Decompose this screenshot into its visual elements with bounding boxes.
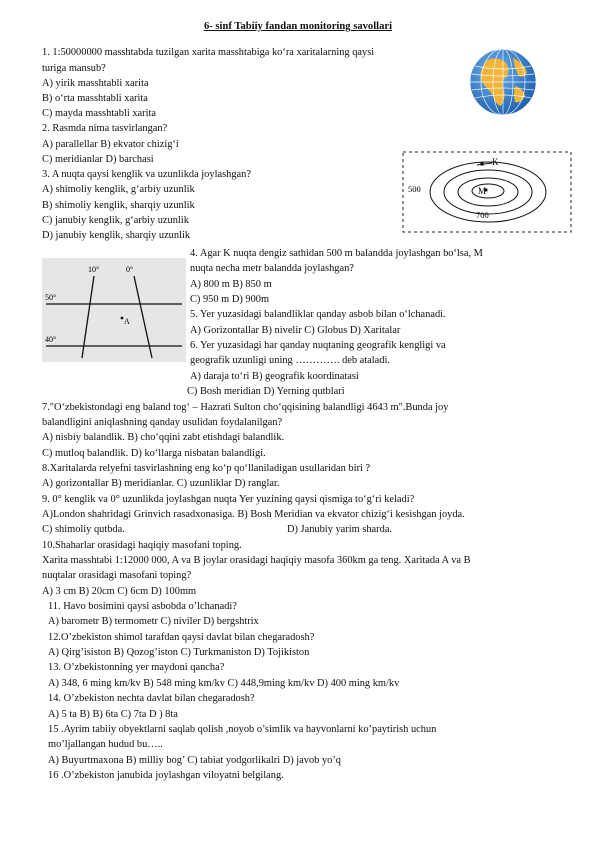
question-line: 2. Rasmda nima tasvirlangan?	[42, 123, 168, 134]
question-line: 15 .Ayrim tabiiy obyektlarni saqlab qolish ,noyob o’simlik va hayvonlarni ko’paytirish uchun	[48, 724, 437, 735]
answer-line: A) shimoliy kenglik, g‘arbiy uzunlik	[42, 184, 195, 195]
answer-line: B) shimoliy kenglik, sharqiy uzunlik	[42, 200, 195, 211]
grid-label-lat2: 40°	[45, 335, 57, 344]
question-line: 4. Agar K nuqta dengiz sathidan 500 m balandda joylashgan bo‘lsa, M	[190, 248, 483, 259]
answer-line: A) 5 ta B) B) 6ta C) 7ta D ) 8ta	[48, 709, 178, 720]
answer-line: D) janubiy kenglik, sharqiy uzunlik	[42, 230, 191, 241]
answer-line: A) 348, 6 ming km/kv B) 548 ming km/kv C) 448,9ming km/kv D) 400 ming km/kv	[48, 678, 400, 689]
grid-label-point-a: A	[124, 317, 130, 326]
answer-line: A)London shahridagi Grinvich rasadxonasiga. B) Bosh Meridian va ekvator chizig‘i kesishgan joyda.	[42, 509, 465, 520]
answer-line: A) Gorizontallar B) nivelir C) Globus D) Xaritalar	[190, 325, 401, 336]
question-line: balandligini aniqlashning qanday usulidan foydalanilgan?	[42, 417, 283, 428]
question-line: Xarita masshtabi 1:12000 000, A va B joylar orasidagi haqiqiy masofa 360km ga teng. Xaritada A va B	[42, 555, 471, 566]
question-line: 16 .O’zbekiston janubida joylashgan viloyatni belgilang.	[48, 770, 284, 781]
answer-line: C) Bosh meridian D) Yerning qutblari	[187, 386, 345, 397]
grid-label-lat1: 50°	[45, 293, 57, 302]
answer-line: C) mutloq balandlik. D) ko‘llarga nisbatan balandligi.	[42, 448, 266, 459]
question-line: 3. A nuqta qaysi kenglik va uzunlikda joylashgan?	[42, 169, 251, 180]
answer-line: A) gorizontallar B) meridianlar. C) uzunliklar D) ranglar.	[42, 478, 280, 489]
question-line: 9. 0° kenglik va 0° uzunlikda joylashgan nuqta Yer yuzining qaysi qismiga to‘g‘ri keladi?	[42, 494, 415, 505]
question-line: 13. O’zbekistonning yer maydoni qancha?	[48, 662, 225, 673]
answer-line: A) 800 m B) 850 m	[190, 279, 272, 290]
question-line: 12.O’zbekiston shimol tarafdan qaysi davlat bilan chegaradosh?	[48, 632, 315, 643]
answer-line: A) yirik masshtabli xarita	[42, 78, 149, 89]
answer-line: C) shimoliy qutbda.	[42, 524, 125, 535]
globe-illustration	[467, 46, 539, 118]
answer-line: D) Janubiy yarim sharda.	[287, 524, 393, 535]
question-line: nuqta necha metr balandda joylashgan?	[190, 263, 354, 274]
question-line: 7."O‘zbekistondagi eng baland tog‘ – Hazrati Sulton cho‘qqisining balandligi 4643 m".Bunda joy	[42, 402, 449, 413]
answer-line: A) parallellar B) ekvator chizig‘i	[42, 139, 179, 150]
answer-line: A) Qirg’isiston B) Qozog’iston C) Turkmaniston D) Tojikiston	[48, 647, 310, 658]
answer-line: A) daraja to‘ri B) geografik koordinatasi	[190, 371, 359, 382]
topo-label-k: K	[492, 157, 499, 167]
answer-line: C) mayda masshtabli xarita	[42, 108, 156, 119]
question-line: 6. Yer yuzasidagi har qanday nuqtaning geografik kengligi va	[190, 340, 446, 351]
question-line: 10.Shaharlar orasidagi haqiqiy masofani toping.	[42, 540, 242, 551]
question-line: 8.Xaritalarda relyefni tasvirlashning eng ko‘p qo‘llaniladigan usullaridan biri ?	[42, 463, 371, 474]
answer-line: B) o‘rta masshtabli xarita	[42, 93, 148, 104]
answer-line: A) nisbiy balandlik. B) cho‘qqini zabt etishdagi balandlik.	[42, 432, 285, 443]
question-line: turiga mansub?	[42, 63, 106, 74]
question-line: 14. O’zbekiston nechta davlat bilan chegaradosh?	[48, 693, 255, 704]
question-line: nuqtalar orasidagi masofani toping?	[42, 570, 192, 581]
contour-map-figure	[402, 150, 574, 236]
grid-label-lon1: 10°	[88, 265, 100, 274]
question-line: mo’ljallangan hudud bu…..	[48, 739, 163, 750]
topo-label-m: M	[478, 186, 487, 196]
answer-line: A) barometr B) termometr C) niviler D) bergshtrix	[48, 616, 259, 627]
answer-line: C) meridianlar D) barchasi	[42, 154, 154, 165]
coordinate-grid-figure	[42, 258, 186, 362]
grid-label-lon2: 0°	[126, 265, 134, 274]
question-line: 11. Havo bosimini qaysi asbobda o’lchanadi?	[48, 601, 237, 612]
page-title: 6- sinf Tabiiy fandan monitoring savollari	[203, 21, 393, 32]
topo-label-700: 700	[476, 210, 489, 220]
answer-line: C) 950 m D) 900m	[190, 294, 270, 305]
topo-label-500: 500	[408, 184, 421, 194]
answer-line: A) 3 cm B) 20cm C) 6cm D) 100mm	[42, 586, 197, 597]
answer-line: C) janubiy kenglik, g‘arbiy uzunlik	[42, 215, 189, 226]
question-line: geografik uzunligi uning …………. deb ataladi.	[190, 355, 390, 366]
answer-line: A) Buyurtmaxona B) milliy bog’ C) tabiat yodgorlikalri D) javob yo’q	[48, 755, 342, 766]
question-line: 1. 1:50000000 masshtabda tuzilgan xarita masshtabiga ko‘ra xaritalarning qaysi	[42, 47, 375, 58]
question-line: 5. Yer yuzasidagi balandliklar qanday asbob bilan o‘lchanadi.	[190, 309, 446, 320]
